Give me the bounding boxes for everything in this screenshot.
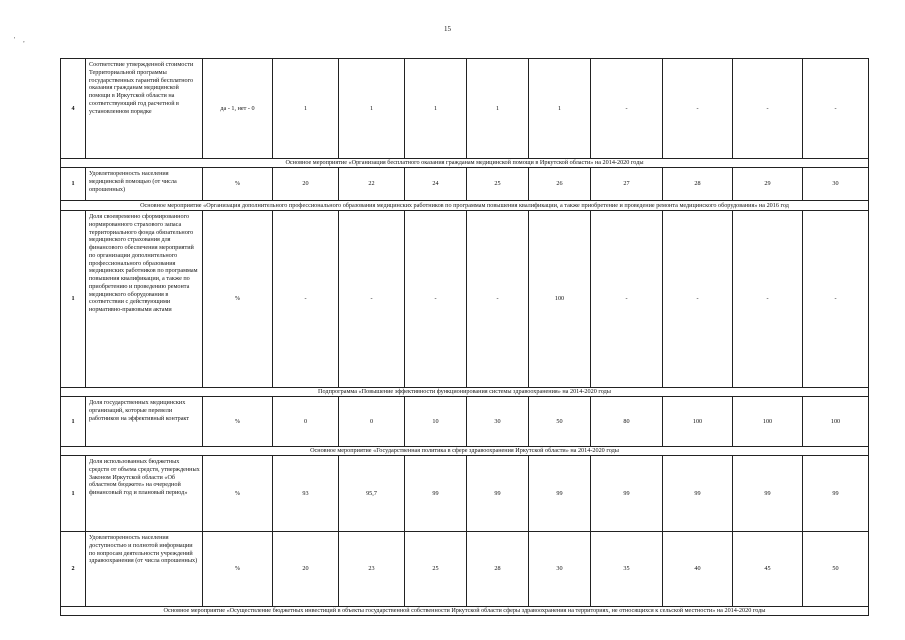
indicator-value: 20 [273, 168, 339, 201]
indicator-row [61, 59, 869, 159]
indicator-value: 100 [803, 397, 869, 447]
indicator-row [61, 456, 869, 532]
indicator-value: 95,7 [339, 456, 405, 532]
indicator-row [61, 397, 869, 447]
row-number: 1 [61, 397, 86, 447]
indicator-value: 1 [339, 59, 405, 159]
indicator-value: 20 [273, 532, 339, 607]
indicator-value: 45 [733, 532, 803, 607]
indicator-value: 0 [273, 397, 339, 447]
indicator-value: 27 [591, 168, 663, 201]
indicator-value: 40 [663, 532, 733, 607]
scan-artifact-mark: ' , [14, 36, 28, 44]
indicator-value: 50 [529, 397, 591, 447]
indicator-name: Доля использованных бюджетных средств от объема средств, утвержденных Законом Иркутской области «Об областном бюджете» на очередной финансовый год и плановый период» [86, 456, 203, 532]
indicator-name: Доля своевременно сформированного нормированного страхового запаса территориального фонда обязательного медицинского страхования для финансового обеспечения мероприятий по организации дополнительного профессионального образования медицинских работников по программам повышения квалификации, а также по приобретению и проведению ремонта медицинского оборудования в соответствии с действующими нормативно-правовыми актами [86, 211, 203, 388]
indicator-value: - [733, 59, 803, 159]
section-heading-row [61, 159, 869, 168]
indicator-value: 100 [529, 211, 591, 388]
indicator-name: Удовлетворенность населения доступностью и полнотой информации по вопросам деятельности учреждений здравоохранения (от числа опрошенных) [86, 532, 203, 607]
section-heading: Основное мероприятие «Государственная политика в сфере здравоохранения Иркутской области» на 2014-2020 годы [61, 447, 869, 456]
section-heading-row [61, 607, 869, 616]
unit-of-measure: % [203, 211, 273, 388]
indicator-name: Соответствие утвержденной стоимости Территориальной программы государственных гарантий бесплатного оказания гражданам медицинской помощи в Иркутской области на соответствующий год расчетной в установленном порядке [86, 59, 203, 159]
indicator-value: 99 [591, 456, 663, 532]
indicator-value: 29 [733, 168, 803, 201]
indicator-value: 99 [529, 456, 591, 532]
indicator-value: 80 [591, 397, 663, 447]
indicator-row [61, 532, 869, 607]
indicator-value: 23 [339, 532, 405, 607]
indicator-value: - [663, 59, 733, 159]
row-number: 4 [61, 59, 86, 159]
indicator-value: - [663, 211, 733, 388]
indicator-value: - [273, 211, 339, 388]
section-heading: Основное мероприятие «Организация бесплатного оказания гражданам медицинской помощи в Иркутской области» на 2014-2020 годы [61, 159, 869, 168]
row-number: 1 [61, 211, 86, 388]
section-heading: Подпрограмма «Повышение эффективности функционирования системы здравоохранения» на 2014-2020 годы [61, 388, 869, 397]
indicators-table-container [60, 58, 868, 616]
section-heading-row [61, 388, 869, 397]
unit-of-measure: % [203, 456, 273, 532]
indicator-value: 35 [591, 532, 663, 607]
section-heading: Основное мероприятие «Организация дополнительного профессионального образования медицинских работников по программам повышения квалификации, а также приобретение и проведение ремонта медицинского оборудования» на 2016 год [61, 201, 869, 211]
indicator-value: 22 [339, 168, 405, 201]
indicator-value: - [733, 211, 803, 388]
section-heading: Основное мероприятие «Осуществление бюджетных инвестиций в объекты государственной собственности Иркутской области сферы здравоохранения на территориях, не относящихся к сельской местности» на 2014-2020 годы [61, 607, 869, 616]
indicator-name: Доля государственных медицинских организаций, которые перевели работников на эффективный контракт [86, 397, 203, 447]
indicator-value: 24 [405, 168, 467, 201]
row-number: 1 [61, 168, 86, 201]
indicator-value: 1 [529, 59, 591, 159]
indicator-name: Удовлетворенность населения медицинской помощью (от числа опрошенных) [86, 168, 203, 201]
indicator-row [61, 168, 869, 201]
indicator-value: - [405, 211, 467, 388]
indicator-value: 99 [663, 456, 733, 532]
indicator-value: 1 [405, 59, 467, 159]
indicator-value: 25 [405, 532, 467, 607]
table-body [61, 59, 869, 616]
indicator-value: 1 [467, 59, 529, 159]
indicators-table [60, 58, 869, 616]
indicator-value: - [467, 211, 529, 388]
indicator-value: 30 [467, 397, 529, 447]
section-heading-row [61, 201, 869, 211]
unit-of-measure: % [203, 397, 273, 447]
indicator-value: 28 [467, 532, 529, 607]
indicator-value: 93 [273, 456, 339, 532]
row-number: 2 [61, 532, 86, 607]
indicator-value: - [339, 211, 405, 388]
unit-of-measure: % [203, 168, 273, 201]
indicator-value: 28 [663, 168, 733, 201]
unit-of-measure: да - 1, нет - 0 [203, 59, 273, 159]
indicator-value: 26 [529, 168, 591, 201]
indicator-value: 99 [405, 456, 467, 532]
indicator-value: 100 [663, 397, 733, 447]
indicator-value: - [591, 211, 663, 388]
section-heading-row [61, 447, 869, 456]
indicator-value: 0 [339, 397, 405, 447]
indicator-value: - [591, 59, 663, 159]
indicator-value: - [803, 211, 869, 388]
indicator-value: 25 [467, 168, 529, 201]
unit-of-measure: % [203, 532, 273, 607]
indicator-value: 1 [273, 59, 339, 159]
row-number: 1 [61, 456, 86, 532]
indicator-value: 10 [405, 397, 467, 447]
indicator-value: 50 [803, 532, 869, 607]
indicator-value: 99 [733, 456, 803, 532]
indicator-value: 100 [733, 397, 803, 447]
indicator-value: 30 [803, 168, 869, 201]
indicator-row [61, 211, 869, 388]
indicator-value: 99 [803, 456, 869, 532]
indicator-value: 99 [467, 456, 529, 532]
page-number: 15 [444, 25, 451, 33]
indicator-value: 30 [529, 532, 591, 607]
indicator-value: - [803, 59, 869, 159]
